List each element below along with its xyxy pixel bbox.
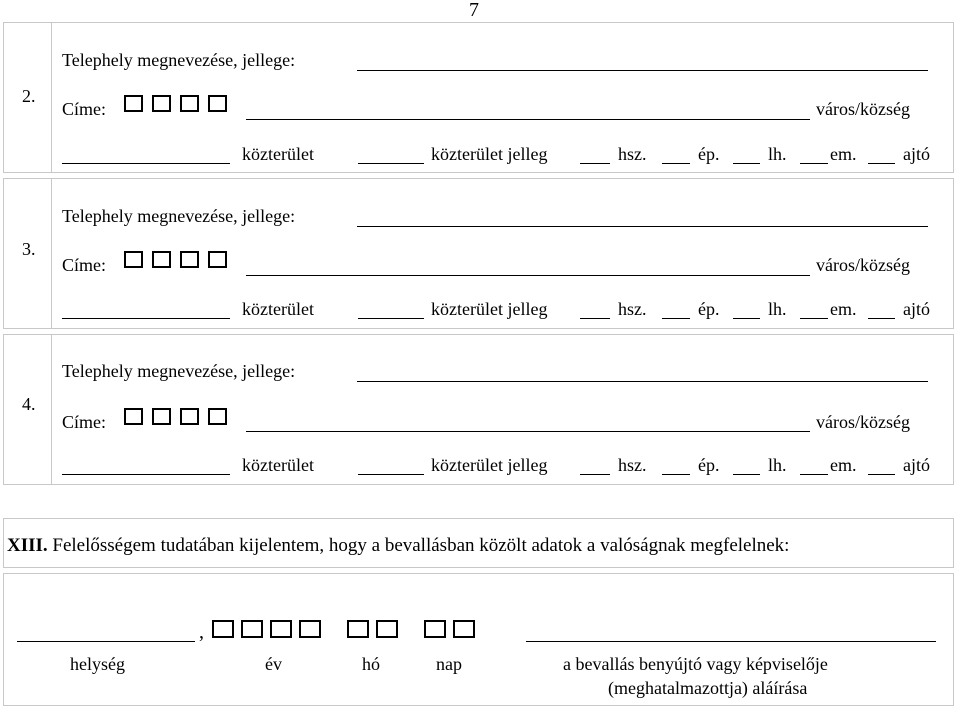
zip-digit-box-4[interactable]: [208, 408, 227, 425]
address-label: Címe:: [62, 99, 106, 119]
signature-label-line-1: a bevallás benyújtó vagy képviselője: [563, 654, 828, 674]
section-number: 2.: [22, 86, 36, 106]
site-name-field[interactable]: [357, 226, 928, 227]
declaration-heading: [7, 536, 789, 555]
page-number: 7: [469, 0, 479, 21]
year-digit-box-4[interactable]: [299, 620, 321, 638]
day-label: nap: [436, 654, 462, 674]
zip-digit-box-2[interactable]: [152, 408, 171, 425]
staircase-field[interactable]: [733, 163, 760, 164]
declaration-text: Felelősségem tudatában kijelentem, hogy a bevallásban közölt adatok a valóságnak megfelelnek:: [52, 535, 790, 556]
door-label: ajtó: [903, 455, 930, 475]
city-label: város/község: [816, 99, 910, 119]
year-label: év: [265, 654, 282, 674]
zip-digit-box-1[interactable]: [124, 251, 143, 268]
floor-label: em.: [830, 144, 857, 164]
address-label: Címe:: [62, 255, 106, 275]
street-type-label: közterület jelleg: [431, 299, 548, 319]
building-field[interactable]: [662, 163, 690, 164]
zip-digit-box-1[interactable]: [124, 95, 143, 112]
site-name-field[interactable]: [357, 70, 928, 71]
zip-digit-box-1[interactable]: [124, 408, 143, 425]
place-label: helység: [70, 654, 125, 674]
door-field[interactable]: [868, 474, 895, 475]
street-type-field[interactable]: [358, 474, 424, 475]
street-type-label: közterület jelleg: [431, 455, 548, 475]
site-name-field[interactable]: [357, 381, 928, 382]
house-number-label: hsz.: [618, 299, 647, 319]
street-label: közterület: [242, 144, 314, 164]
floor-field[interactable]: [800, 163, 828, 164]
street-field[interactable]: [62, 318, 230, 319]
street-field[interactable]: [62, 474, 230, 475]
address-label: Címe:: [62, 412, 106, 432]
city-field[interactable]: [246, 119, 810, 120]
section-number: 3.: [22, 239, 36, 259]
building-field[interactable]: [662, 318, 690, 319]
zip-digit-box-3[interactable]: [180, 95, 199, 112]
year-digit-box-3[interactable]: [270, 620, 292, 638]
signature-label-line-2: (meghatalmazottja) aláírása: [608, 678, 808, 698]
signature-box: [3, 573, 954, 706]
place-field[interactable]: [17, 641, 195, 642]
street-type-label: közterület jelleg: [431, 144, 548, 164]
building-label: ép.: [698, 455, 720, 475]
street-label: közterület: [242, 299, 314, 319]
house-number-field[interactable]: [580, 163, 610, 164]
street-type-field[interactable]: [358, 318, 424, 319]
door-label: ajtó: [903, 299, 930, 319]
section-roman-numeral: XIII.: [7, 535, 48, 556]
door-field[interactable]: [868, 318, 895, 319]
staircase-label: lh.: [768, 144, 787, 164]
zip-digit-box-3[interactable]: [180, 251, 199, 268]
month-digit-box-1[interactable]: [347, 620, 369, 638]
floor-label: em.: [830, 299, 857, 319]
street-label: közterület: [242, 455, 314, 475]
year-digit-box-2[interactable]: [241, 620, 263, 638]
zip-digit-box-2[interactable]: [152, 95, 171, 112]
floor-field[interactable]: [800, 318, 828, 319]
door-label: ajtó: [903, 144, 930, 164]
staircase-field[interactable]: [733, 474, 760, 475]
street-type-field[interactable]: [358, 163, 424, 164]
site-name-label: Telephely megnevezése, jellege:: [62, 206, 296, 226]
house-number-label: hsz.: [618, 455, 647, 475]
staircase-label: lh.: [768, 299, 787, 319]
floor-field[interactable]: [800, 474, 828, 475]
city-label: város/község: [816, 412, 910, 432]
site-name-label: Telephely megnevezése, jellege:: [62, 50, 296, 70]
zip-digit-box-4[interactable]: [208, 95, 227, 112]
street-field[interactable]: [62, 163, 230, 164]
house-number-label: hsz.: [618, 144, 647, 164]
staircase-label: lh.: [768, 455, 787, 475]
day-digit-box-1[interactable]: [424, 620, 446, 638]
city-field[interactable]: [246, 431, 810, 432]
zip-digit-box-2[interactable]: [152, 251, 171, 268]
section-number: 4.: [22, 394, 36, 414]
city-label: város/község: [816, 255, 910, 275]
city-field[interactable]: [246, 275, 810, 276]
place-comma: ,: [199, 621, 204, 643]
house-number-field[interactable]: [580, 474, 610, 475]
site-name-label: Telephely megnevezése, jellege:: [62, 361, 296, 381]
building-field[interactable]: [662, 474, 690, 475]
house-number-field[interactable]: [580, 318, 610, 319]
staircase-field[interactable]: [733, 318, 760, 319]
door-field[interactable]: [868, 163, 895, 164]
zip-digit-box-3[interactable]: [180, 408, 199, 425]
zip-digit-box-4[interactable]: [208, 251, 227, 268]
building-label: ép.: [698, 144, 720, 164]
year-digit-box-1[interactable]: [212, 620, 234, 638]
month-label: hó: [362, 654, 380, 674]
month-digit-box-2[interactable]: [376, 620, 398, 638]
floor-label: em.: [830, 455, 857, 475]
day-digit-box-2[interactable]: [453, 620, 475, 638]
signature-field[interactable]: [526, 641, 936, 642]
building-label: ép.: [698, 299, 720, 319]
